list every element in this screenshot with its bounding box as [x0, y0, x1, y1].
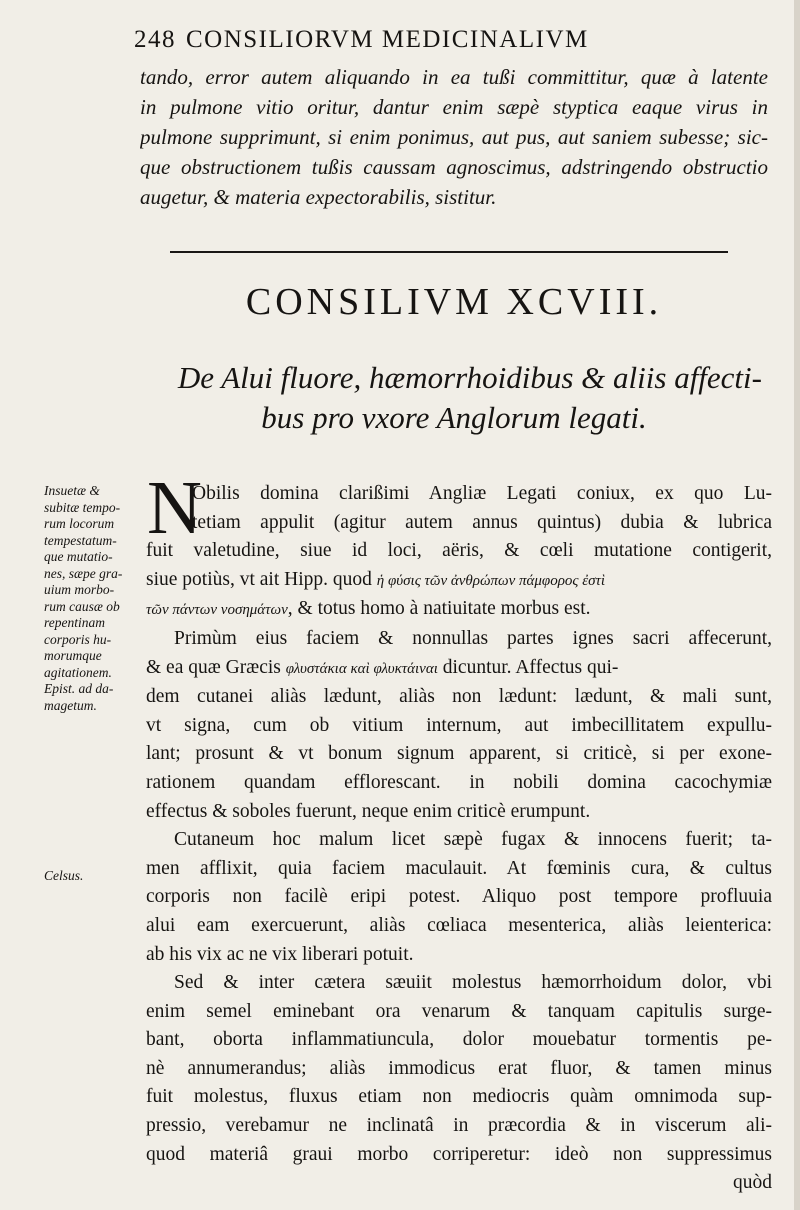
text-fragment: siue potiùs, vt ait Hipp. quod — [146, 568, 372, 590]
page-number: 248 — [134, 26, 176, 53]
text-line: que obstructionem tußis caussam agnoscimus, adstringendo obstructio — [140, 155, 768, 179]
text-fragment: , & totus homo à natiuitate morbus est. — [287, 598, 591, 620]
text-line: augetur, & materia expectorabilis, sistitur. — [140, 185, 497, 209]
margin-note-line: subitæ tempo- — [44, 499, 121, 515]
greek-term: φλυστάκια καὶ φλυκτάιναι — [285, 660, 438, 677]
margin-note-line: agitationem. — [44, 664, 112, 680]
subtitle-line: De Alui fluore, hæmorrhoidibus & aliis affecti- — [177, 360, 762, 395]
margin-note-line: rum causæ ob — [44, 598, 120, 614]
margin-note-line: uium morbo- — [44, 582, 115, 597]
running-header — [134, 26, 774, 54]
text-line: fuit molestus, fluxus etiam non mediocris quàm omnimoda sup- — [146, 1086, 772, 1108]
text-line: tetiam appulit (agitur autem annus quintus) dubia & lubrica — [192, 511, 772, 533]
text-line: dem cutanei aliàs lædunt, aliàs non lædunt: lædunt, & mali sunt, — [146, 686, 772, 708]
main-text — [146, 480, 772, 1198]
subtitle-line: bus pro vxore Anglorum legati. — [261, 400, 647, 435]
greek-quote: ἡ φύσις τῶν ἀνθρώπων πάμφορος ἐστὶ — [376, 572, 606, 589]
text-line: corporis non facilè eripi potest. Aliquo post tempore profluuia — [146, 886, 772, 908]
margin-note-line: tempestatum- — [44, 532, 117, 548]
text-line — [146, 654, 772, 684]
margin-note-line: nes, sæpe gra- — [44, 565, 123, 581]
consilium-title: CONSILIVM XCVIII. — [245, 281, 663, 323]
text-line: men afflixit, quia faciem maculauit. At fœminis cura, & cultus — [146, 857, 772, 879]
text-line: tando, error autem aliquando in ea tußi committitur, quæ à latente — [140, 65, 768, 89]
text-line: in pulmone vitio oritur, dantur enim sæpè styptica eaque virus in — [140, 95, 768, 119]
text-line: alui eam exercuerunt, aliàs cœliaca mesenterica, aliàs leienterica: — [146, 914, 772, 936]
page-edge-shadow — [794, 0, 800, 1210]
text-line: ab his vix ac ne vix liberari potuit. — [146, 943, 414, 965]
running-title: CONSILIORVM MEDICINALIVM — [186, 26, 589, 53]
greek-quote: τῶν πάντων νοσημάτων — [146, 602, 288, 619]
text-line: enim semel eminebant ora venarum & tanquam capitulis surge- — [146, 1000, 772, 1022]
margin-note-line: repentinam — [44, 615, 105, 630]
drop-cap: N — [147, 466, 202, 550]
text-line: pulmone supprimunt, si enim ponimus, aut pus, aut saniem subesse; sic- — [140, 125, 768, 149]
text-line: pressio, verebamur ne inclinatâ in præcordia & in viscerum ali- — [146, 1115, 772, 1137]
catchword: quòd — [733, 1172, 772, 1194]
text-line: rationem quandam efflorescant. in nobili domina cacochymiæ — [146, 771, 772, 793]
margin-note-line: que mutatio- — [44, 549, 113, 564]
text-line: effectus & soboles fuerunt, neque enim criticè erumpunt. — [146, 800, 591, 822]
margin-note-celsus: Celsus. — [44, 868, 84, 883]
margin-note-line: corporis hu- — [44, 631, 112, 647]
margin-note-line: morumque — [44, 648, 102, 663]
margin-note — [44, 483, 136, 714]
margin-note-line: magetum. — [44, 697, 97, 713]
text-line: fuit valetudine, siue id loci, aëris, & cœli mutatione contigerit, — [146, 540, 772, 562]
consilium-subtitle — [140, 358, 768, 438]
text-line: nè annumerandus; aliàs immodicus erat fluor, & tamen minus — [146, 1057, 772, 1079]
text-line: lant; prosunt & vt bonum signum apparent, si criticè, si per exone- — [146, 743, 772, 765]
text-fragment: dicuntur. Affectus qui- — [442, 656, 619, 678]
text-line: Sed & inter cætera sæuiit molestus hæmorrhoidum dolor, vbi — [174, 972, 772, 994]
margin-note-line: rum locorum — [44, 516, 115, 531]
margin-note-line: Insuetæ & — [44, 483, 100, 498]
text-line: bant, oborta inflammatiuncula, dolor mouebatur tormentis pe- — [146, 1029, 772, 1051]
text-line: quod materiâ graui morbo corriperetur: ideò non suppressimus — [146, 1143, 772, 1165]
text-fragment: & ea quæ Græcis — [146, 656, 281, 678]
text-line — [146, 566, 772, 596]
preceding-text-block — [140, 62, 768, 212]
text-line: vt signa, cum ob vitium internum, aut imbecillitatem expullu- — [146, 714, 772, 736]
section-divider — [170, 251, 728, 253]
text-line: Obilis domina clarißimi Angliæ Legati coniux, ex quo Lu- — [192, 483, 772, 504]
margin-note-line: Epist. ad da- — [44, 681, 114, 696]
text-line: Primùm eius faciem & nonnullas partes ignes sacri affecerunt, — [174, 627, 772, 649]
text-line: Cutaneum hoc malum licet sæpè fugax & innocens fuerit; ta- — [174, 829, 772, 851]
text-line — [146, 595, 772, 625]
